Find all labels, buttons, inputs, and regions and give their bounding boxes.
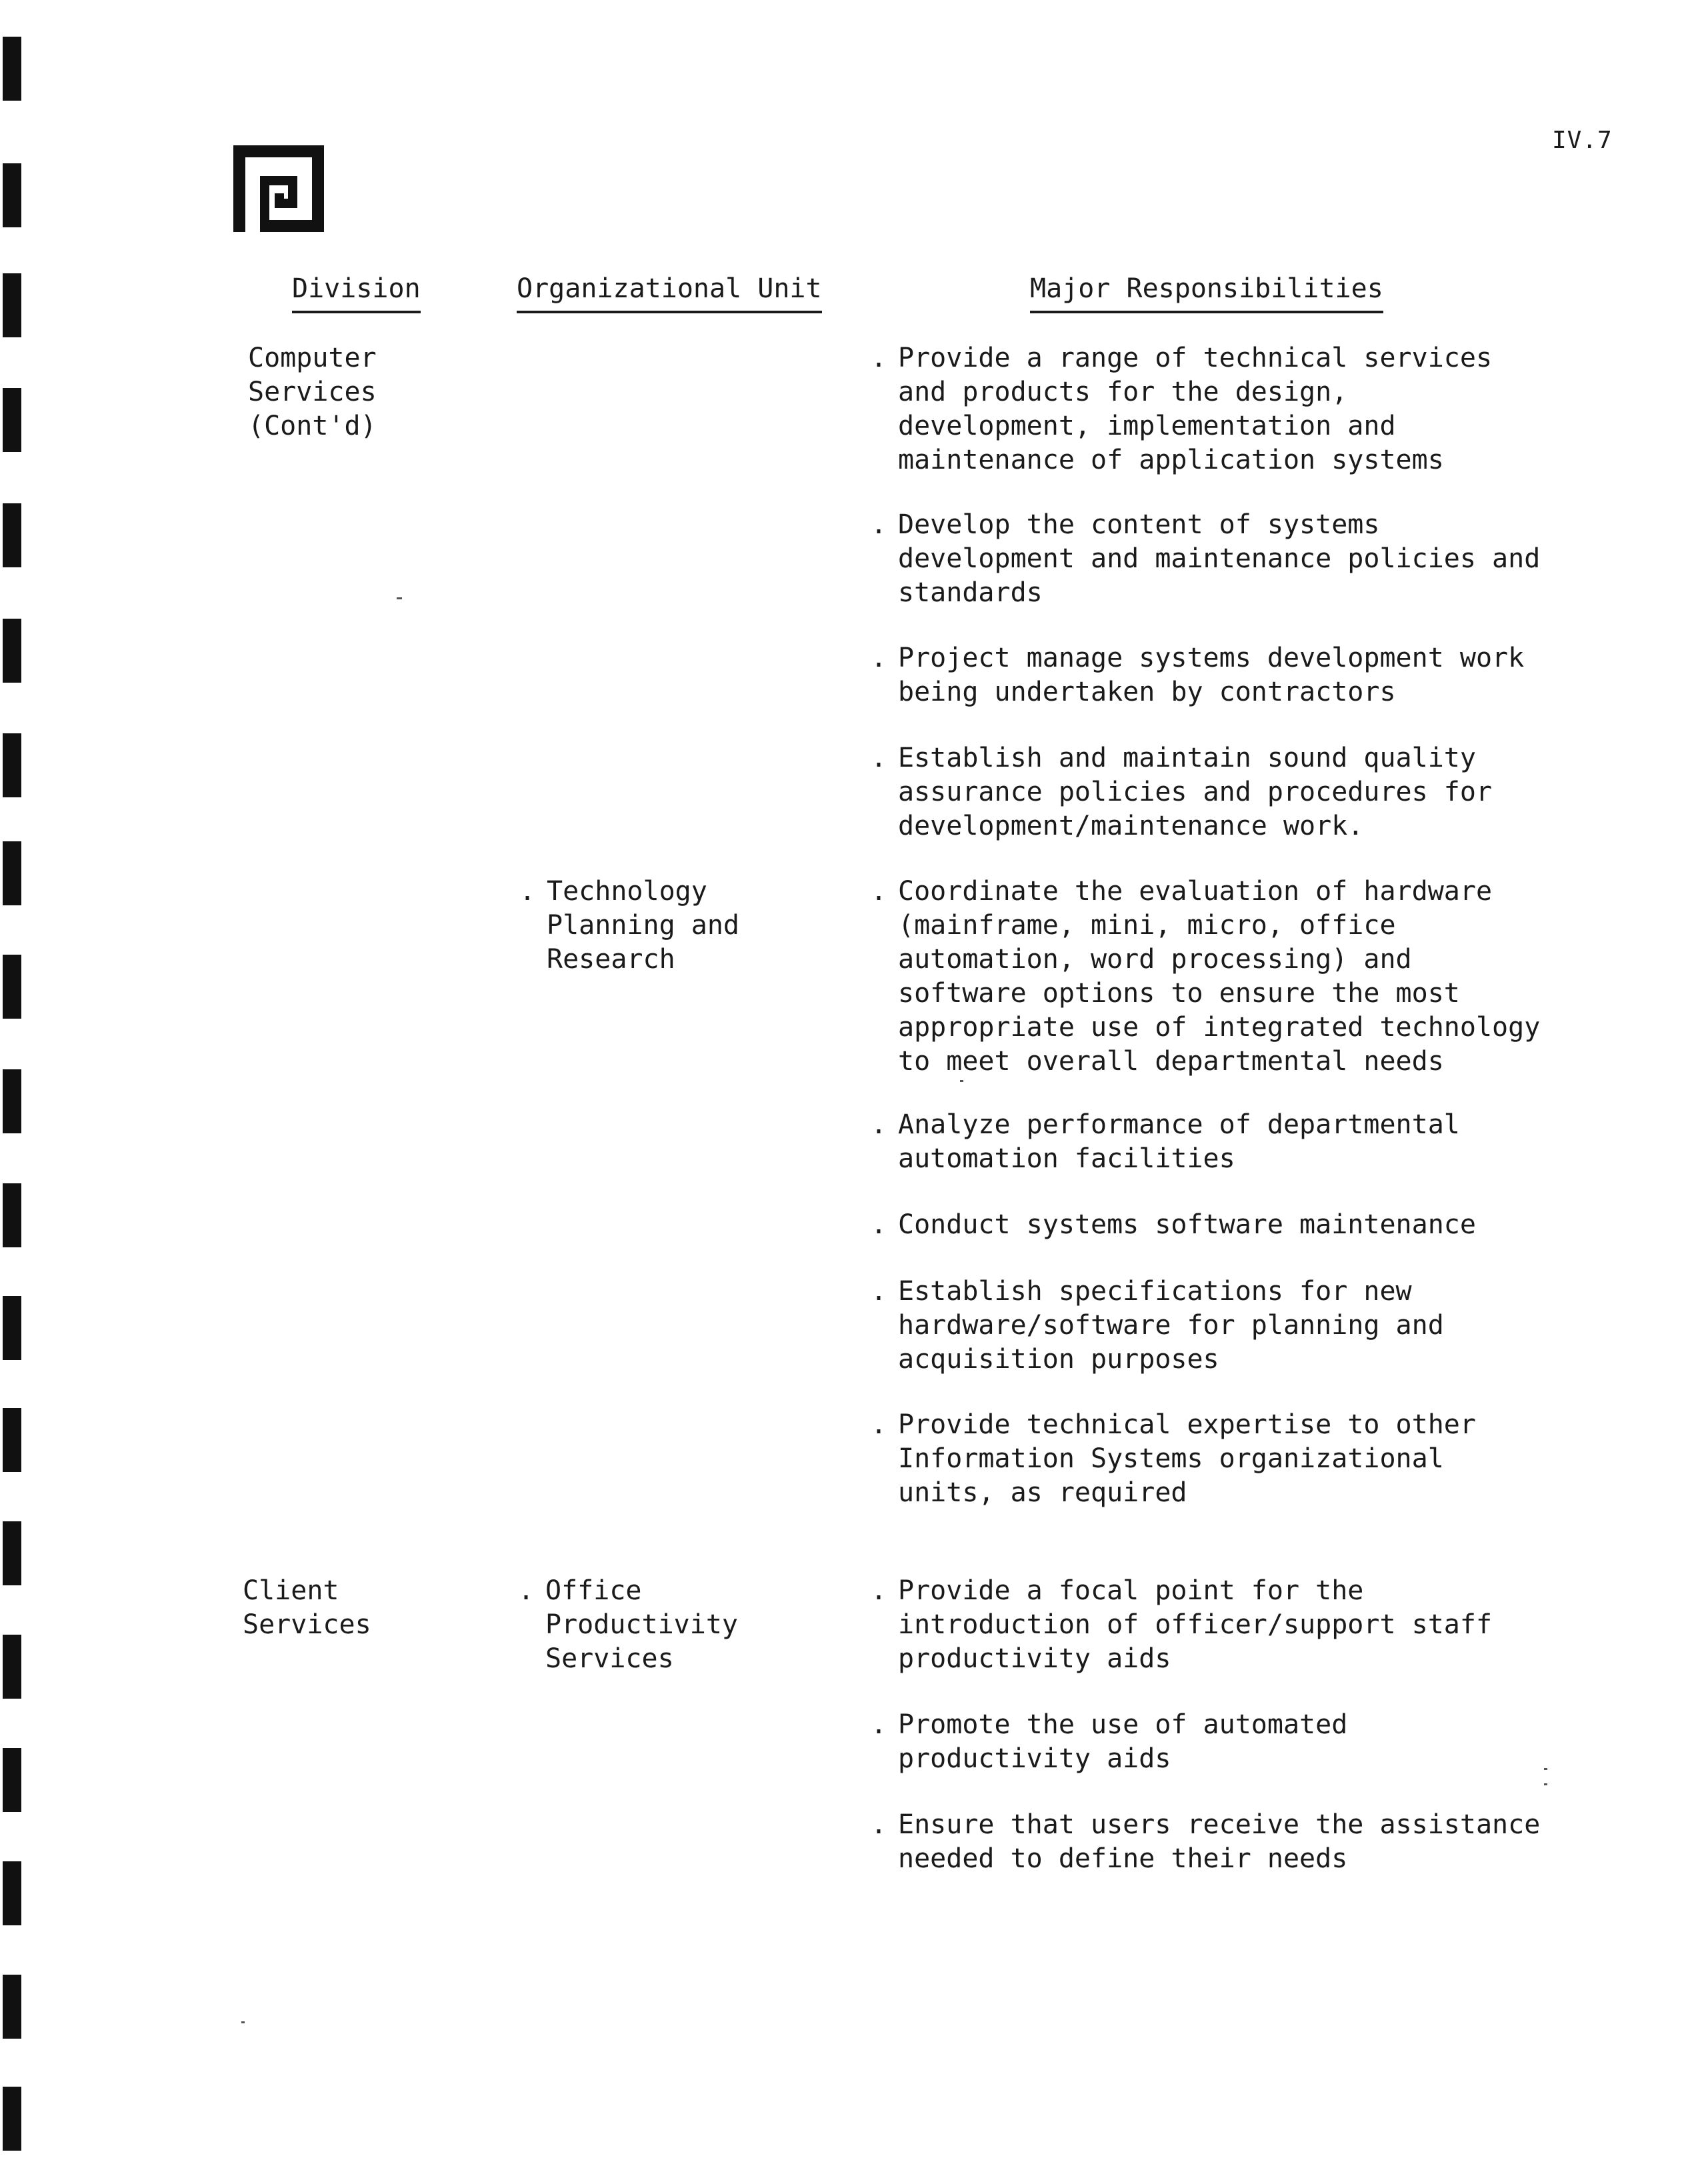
responsibility-item xyxy=(870,1275,1444,1377)
responsibility-text: Establish and maintain sound quality assurance policies and procedures for development/maintenance work. xyxy=(898,743,1493,841)
binder-mark xyxy=(3,733,21,797)
bullet-icon: . xyxy=(870,876,887,907)
responsibility-item xyxy=(870,1808,1541,1876)
binder-mark xyxy=(3,1861,21,1925)
scan-speck xyxy=(1544,1768,1547,1770)
bullet-icon: . xyxy=(870,343,887,373)
responsibility-text: Provide technical expertise to other Information Systems organizational units, as required xyxy=(898,1409,1476,1508)
binder-mark xyxy=(3,955,21,1019)
responsibility-text: Project manage systems development work being undertaken by contractors xyxy=(898,643,1525,707)
binder-mark xyxy=(3,273,21,337)
division-client-services: Client Services xyxy=(243,1575,371,1640)
binder-mark xyxy=(3,163,21,227)
responsibility-text: Develop the content of systems development and maintenance policies and standards xyxy=(898,509,1541,608)
binder-mark xyxy=(3,1635,21,1699)
responsibility-text: Establish specifications for new hardware/software for planning and acquisition purposes xyxy=(898,1276,1444,1375)
org-unit-office-productivity xyxy=(517,1574,738,1676)
scan-speck xyxy=(960,1080,963,1082)
responsibility-item xyxy=(870,341,1493,477)
responsibility-item xyxy=(870,1574,1493,1676)
org-unit-technology-planning xyxy=(519,875,739,977)
responsibility-text: Provide a range of technical services and products for the design, development, implementation and maintenance of application systems xyxy=(898,343,1493,475)
responsibility-text: Provide a focal point for the introduction of officer/support staff productivity aids xyxy=(898,1575,1493,1674)
bullet-icon: . xyxy=(870,1575,887,1606)
bullet-icon: . xyxy=(870,1809,887,1840)
responsibility-item xyxy=(870,875,1541,1079)
square-spiral-logo-icon xyxy=(233,145,324,232)
bullet-icon: . xyxy=(870,1276,887,1307)
bullet-icon: . xyxy=(870,743,887,773)
responsibility-item xyxy=(870,1108,1460,1176)
binder-mark xyxy=(3,619,21,683)
scan-speck xyxy=(397,597,402,599)
binder-mark xyxy=(3,1296,21,1360)
responsibility-text: Analyze performance of departmental automation facilities xyxy=(898,1109,1460,1174)
header-division: Division xyxy=(292,273,421,313)
org-unit-label: Office Productivity Services xyxy=(545,1575,738,1674)
scan-speck xyxy=(241,2021,245,2023)
binder-mark xyxy=(3,841,21,905)
org-unit-label: Technology Planning and Research xyxy=(547,876,739,975)
scan-speck xyxy=(1544,1783,1547,1785)
binder-mark xyxy=(3,1408,21,1472)
responsibility-item xyxy=(870,741,1493,843)
binder-mark xyxy=(3,1183,21,1247)
binder-mark xyxy=(3,1069,21,1133)
binder-mark xyxy=(3,388,21,452)
binder-mark xyxy=(3,1748,21,1812)
responsibility-text: Ensure that users receive the assistance needed to define their needs xyxy=(898,1809,1541,1874)
bullet-icon: . xyxy=(517,1575,535,1606)
bullet-icon: . xyxy=(519,876,536,907)
responsibility-item xyxy=(870,1408,1476,1510)
binder-mark xyxy=(3,2087,21,2151)
page-number: IV.7 xyxy=(1552,127,1613,154)
responsibility-item xyxy=(870,1208,1476,1242)
bullet-icon: . xyxy=(870,1109,887,1140)
binder-mark xyxy=(3,1975,21,2039)
bullet-icon: . xyxy=(870,643,887,673)
bullet-icon: . xyxy=(870,509,887,540)
responsibility-text: Promote the use of automated productivity aids xyxy=(898,1709,1348,1774)
responsibility-item xyxy=(870,1708,1348,1776)
responsibility-item xyxy=(870,508,1541,610)
binder-mark xyxy=(3,503,21,567)
responsibility-text: Conduct systems software maintenance xyxy=(898,1209,1476,1240)
division-computer-services: Computer Services (Cont'd) xyxy=(248,343,377,441)
bullet-icon: . xyxy=(870,1709,887,1740)
header-organizational-unit: Organizational Unit xyxy=(517,273,822,313)
responsibility-item xyxy=(870,641,1525,709)
binder-mark xyxy=(3,37,21,101)
responsibility-text: Coordinate the evaluation of hardware (mainframe, mini, micro, office automation, word processing) and software options to ensure the most appropriate use of integrated technology to meet overall departmental needs xyxy=(898,876,1541,1077)
bullet-icon: . xyxy=(870,1409,887,1440)
bullet-icon: . xyxy=(870,1209,887,1240)
binder-mark xyxy=(3,1521,21,1585)
header-major-responsibilities: Major Responsibilities xyxy=(1030,273,1383,313)
